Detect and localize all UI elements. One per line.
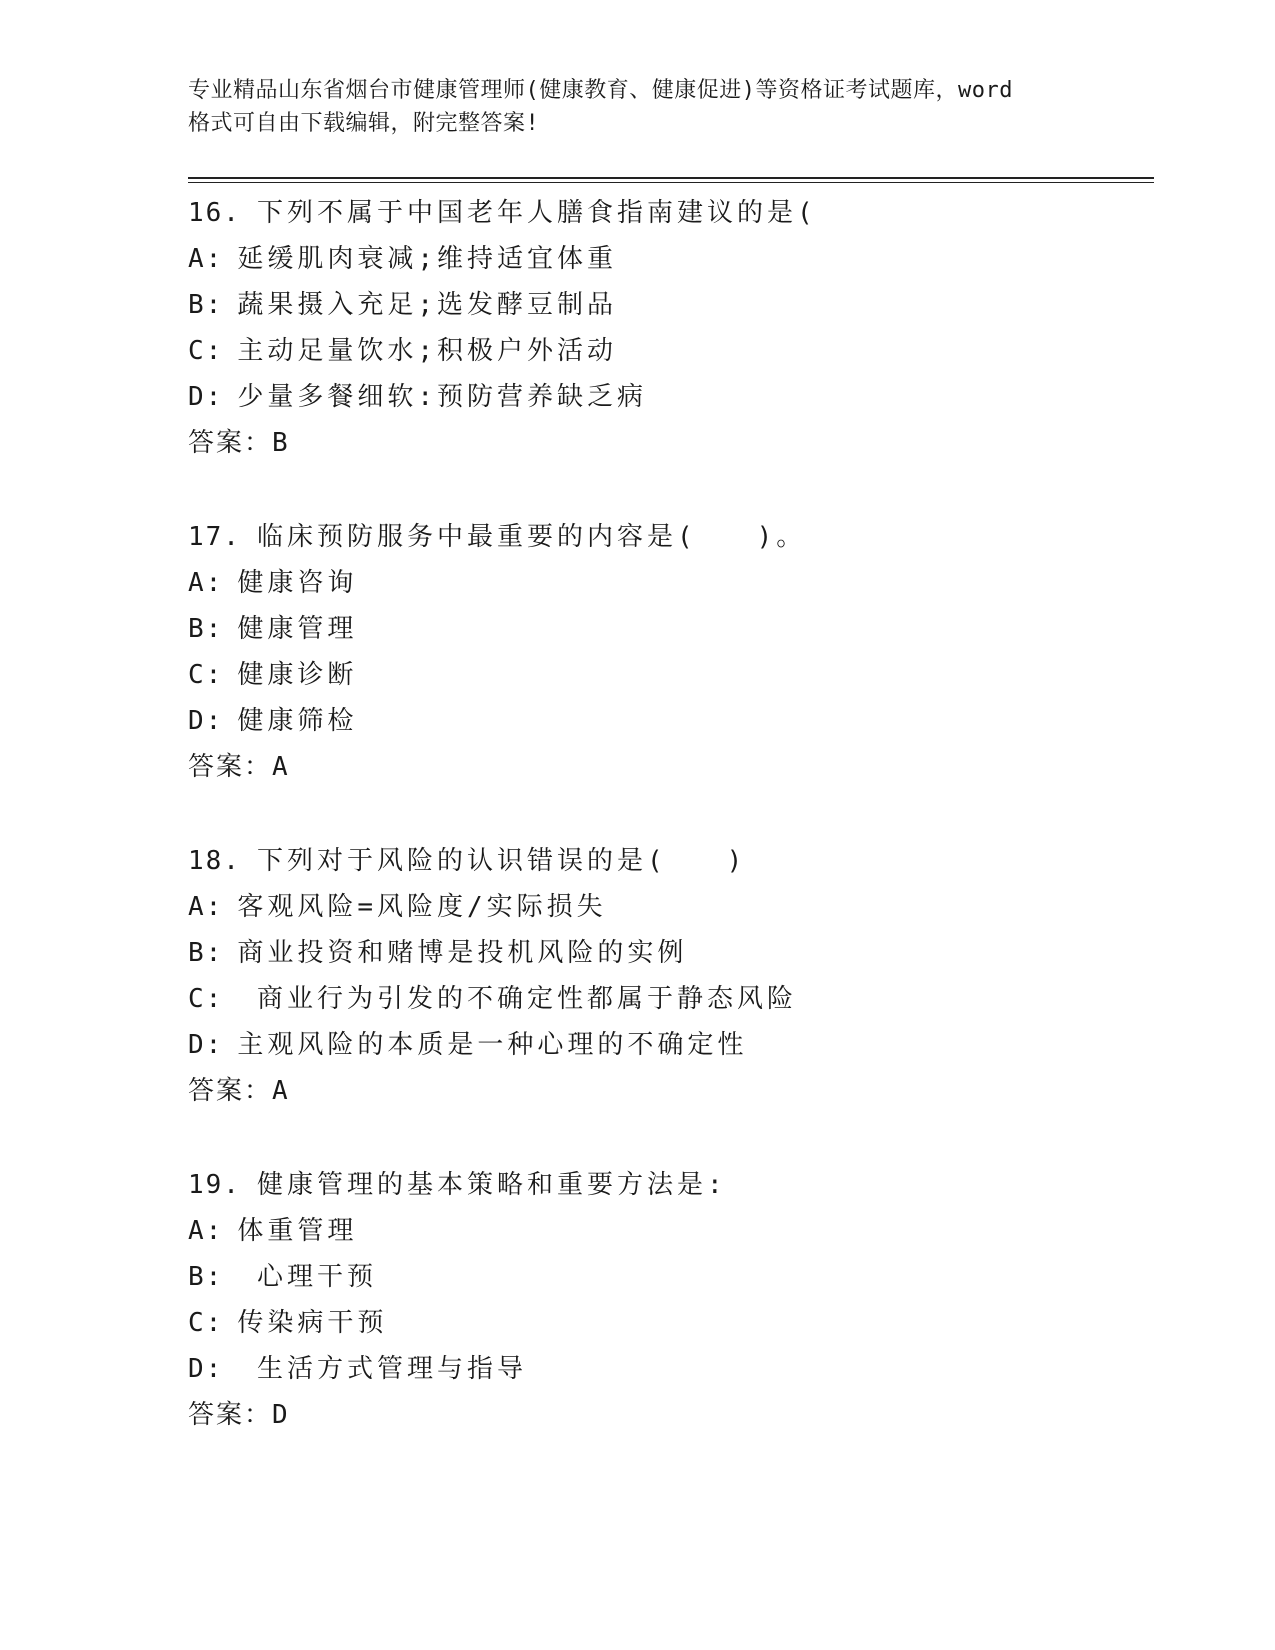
option-letter: A:	[188, 1216, 224, 1246]
option-d	[188, 1346, 1148, 1392]
header-divider-thick	[188, 177, 1154, 179]
option-letter: D:	[188, 382, 224, 412]
option-d	[188, 374, 1148, 420]
option-letter: D:	[188, 1354, 224, 1384]
option-letter: B:	[188, 938, 224, 968]
option-text: 少量多餐细软:预防营养缺乏病	[237, 382, 647, 412]
option-text: 传染病干预	[237, 1308, 388, 1338]
option-text: 延缓肌肉衰减;维持适宜体重	[237, 244, 617, 274]
option-c	[188, 328, 1148, 374]
option-a	[188, 560, 1148, 606]
question-text: 下列不属于中国老年人膳食指南建议的是(	[256, 198, 817, 228]
option-letter: C:	[188, 336, 224, 366]
question-stem	[188, 190, 1148, 236]
option-text: 主动足量饮水;积极户外活动	[237, 336, 617, 366]
question-stem	[188, 514, 1148, 560]
answer-value: D	[272, 1400, 290, 1430]
option-letter: C:	[188, 660, 224, 690]
answer-value: A	[272, 752, 290, 782]
option-d	[188, 698, 1148, 744]
document-header	[188, 74, 1088, 140]
option-letter: C:	[188, 984, 224, 1014]
option-b	[188, 930, 1148, 976]
question-19	[188, 1162, 1148, 1438]
option-c	[188, 976, 1148, 1022]
question-number: 17.	[188, 522, 241, 552]
option-b	[188, 282, 1148, 328]
option-letter: A:	[188, 568, 224, 598]
option-d	[188, 1022, 1148, 1068]
question-stem	[188, 1162, 1148, 1208]
answer-line	[188, 744, 1148, 790]
answer-value: A	[272, 1076, 290, 1106]
answer-label: 答案：	[188, 428, 273, 458]
option-b	[188, 1254, 1148, 1300]
option-letter: A:	[188, 244, 224, 274]
option-text: 客观风险=风险度/实际损失	[237, 892, 607, 922]
question-16	[188, 190, 1148, 466]
option-a	[188, 884, 1148, 930]
header-line-1: 专业精品山东省烟台市健康管理师(健康教育、健康促进)等资格证考试题库，word	[188, 78, 1013, 103]
option-letter: B:	[188, 290, 224, 320]
question-text: 健康管理的基本策略和重要方法是:	[256, 1170, 727, 1200]
option-text: 商业行为引发的不确定性都属于静态风险	[237, 984, 797, 1014]
question-17	[188, 514, 1148, 790]
answer-line	[188, 1392, 1148, 1438]
option-c	[188, 1300, 1148, 1346]
option-letter: A:	[188, 892, 224, 922]
question-stem	[188, 838, 1148, 884]
answer-label: 答案：	[188, 1400, 273, 1430]
option-text: 商业投资和赌博是投机风险的实例	[237, 938, 688, 968]
option-text: 蔬果摄入充足;选发酵豆制品	[237, 290, 617, 320]
option-text: 健康筛检	[237, 706, 358, 736]
question-number: 18.	[188, 846, 241, 876]
option-letter: D:	[188, 1030, 224, 1060]
question-text: 临床预防服务中最重要的内容是( )。	[256, 522, 807, 552]
option-text: 生活方式管理与指导	[237, 1354, 527, 1384]
header-divider-thin	[188, 182, 1154, 183]
option-text: 健康管理	[237, 614, 358, 644]
option-text: 心理干预	[237, 1262, 377, 1292]
question-text: 下列对于风险的认识错误的是( )	[256, 846, 747, 876]
answer-label: 答案：	[188, 1076, 273, 1106]
option-a	[188, 236, 1148, 282]
header-line-2: 格式可自由下载编辑，附完整答案!	[188, 111, 540, 136]
option-letter: B:	[188, 614, 224, 644]
question-number: 16.	[188, 198, 241, 228]
option-letter: C:	[188, 1308, 224, 1338]
answer-label: 答案：	[188, 752, 273, 782]
answer-line	[188, 420, 1148, 466]
option-text: 健康诊断	[237, 660, 358, 690]
option-letter: D:	[188, 706, 224, 736]
option-b	[188, 606, 1148, 652]
option-a	[188, 1208, 1148, 1254]
question-list	[188, 190, 1148, 1486]
option-letter: B:	[188, 1262, 224, 1292]
question-number: 19.	[188, 1170, 241, 1200]
question-18	[188, 838, 1148, 1114]
answer-value: B	[272, 428, 290, 458]
option-text: 健康咨询	[237, 568, 358, 598]
option-text: 主观风险的本质是一种心理的不确定性	[237, 1030, 748, 1060]
option-c	[188, 652, 1148, 698]
answer-line	[188, 1068, 1148, 1114]
option-text: 体重管理	[237, 1216, 358, 1246]
